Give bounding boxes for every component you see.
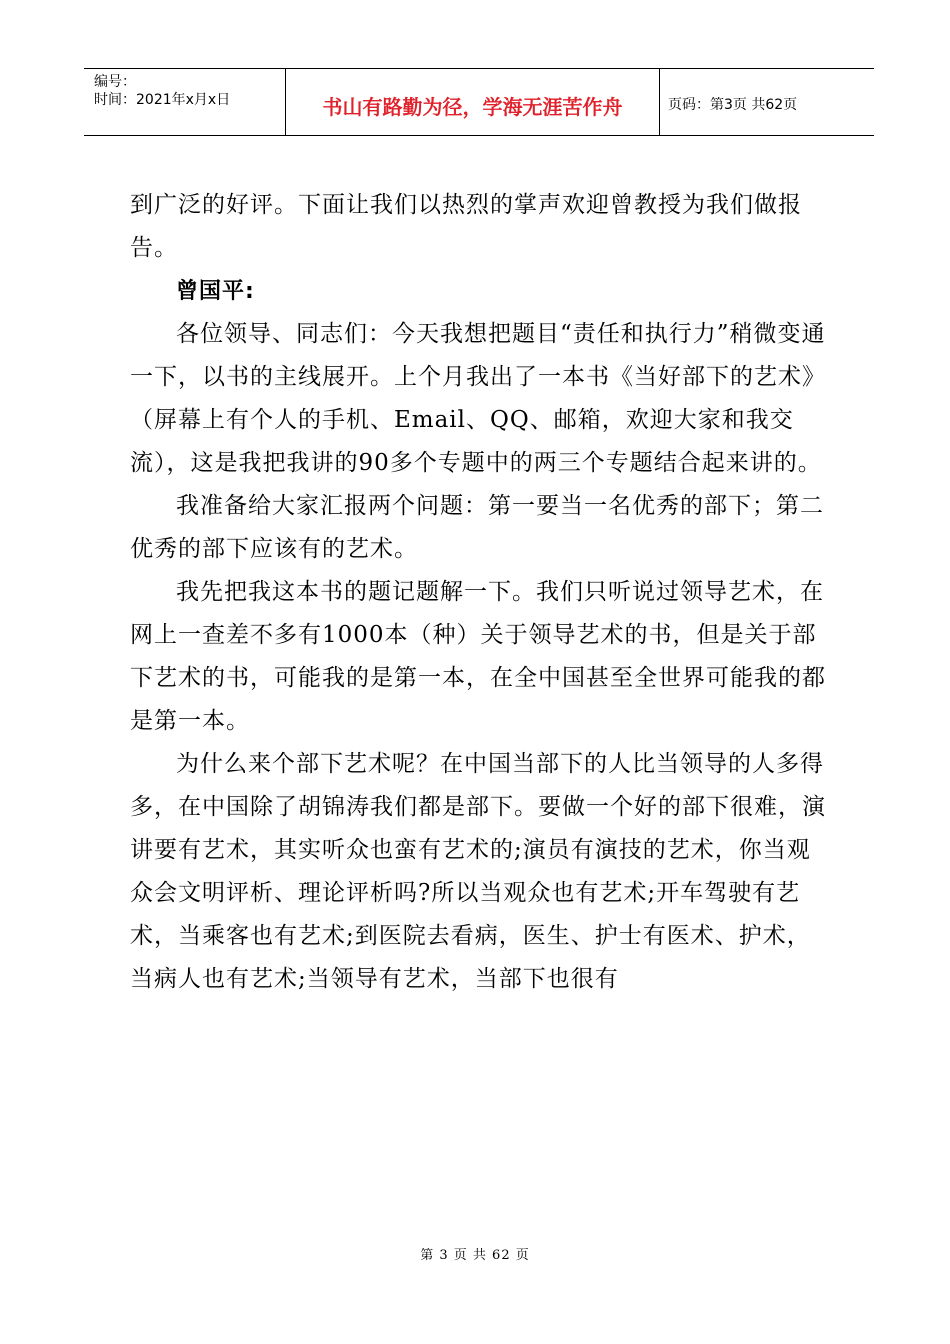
header-motto-cell (286, 69, 660, 135)
paragraph-4: 我先把我这本书的题记题解一下。我们只听说过领导艺术，在网上一查差不多有1000本（种）关于领导艺术的书，但是关于部下艺术的书，可能我的是第一本，在全中国甚至全世界可能我的都是第一本。 (130, 579, 826, 734)
paragraph-5: 为什么来个部下艺术呢？在中国当部下的人比当领导的人多得多，在中国除了胡锦涛我们都是部下。要做一个好的部下很难，演讲要有艺术，其实听众也蛮有艺术的;演员有演技的艺术，你当观众会文明评析、理论评析吗?所以当观众也有艺术;开车驾驶有艺术，当乘客也有艺术;到医院去看病，医生、护士有医术、护术，当病人也有艺术;当领导有艺术，当部下也很有 (130, 751, 826, 992)
motto-text: 书山有路勤为径，学海无涯苦作舟 (322, 94, 623, 119)
number-label: 编号： (94, 74, 136, 90)
paragraph-1: 到广泛的好评。下面让我们以热烈的掌声欢迎曾教授为我们做报告。 (130, 192, 802, 261)
paragraph-2: 各位领导、同志们：今天我想把题目“责任和执行力”稍微变通一下，以书的主线展开。上个月我出了一本书《当好部下的艺术》（屏幕上有个人的手机、Email、QQ、邮箱，欢迎大家和我交流），这是我把我讲的90多个专题中的两三个专题结合起来讲的。 (130, 321, 826, 476)
footer-page-number: 第 3 页 共 62 页 (420, 1248, 530, 1263)
speaker-name: 曾国平: (176, 279, 255, 304)
header-page-cell (660, 69, 874, 135)
page-header (84, 68, 874, 136)
document-body (130, 184, 830, 1001)
paragraph-3: 我准备给大家汇报两个问题：第一要当一名优秀的部下；第二优秀的部下应该有的艺术。 (130, 493, 824, 562)
time-label: 时间：2021年x月x日 (94, 92, 231, 108)
header-meta-cell (84, 69, 286, 135)
page-label: 页码：第3页 共62页 (668, 97, 798, 113)
page-footer (0, 1244, 950, 1263)
